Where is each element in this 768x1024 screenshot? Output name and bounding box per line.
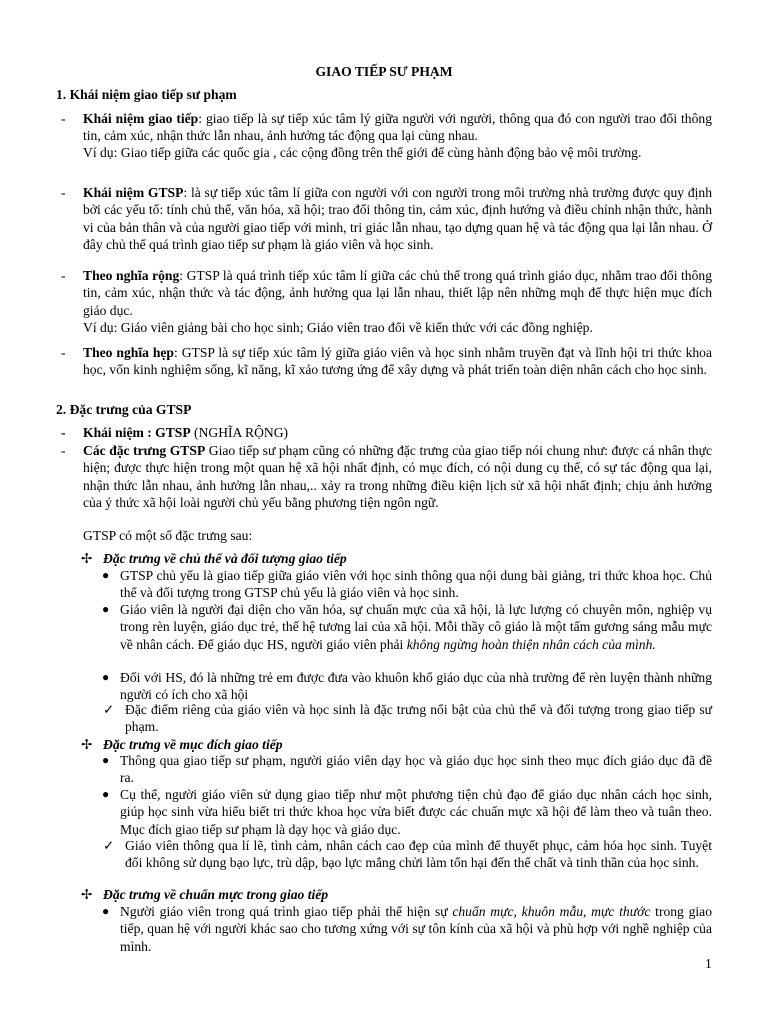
dot-bullet: ● — [102, 568, 110, 582]
dash-bullet: - — [61, 425, 66, 440]
bullet-italic: chuẩn mực, khuôn mẫu, mực thước — [452, 904, 651, 919]
dot-bullet: ● — [102, 904, 110, 918]
dot-bullet: ● — [102, 670, 110, 684]
list-item-cac-dac-trung — [61, 442, 712, 512]
dot-bullet: ● — [102, 753, 110, 767]
dash-bullet: - — [61, 111, 66, 126]
subsection-title: Đặc trưng về chủ thể và đối tượng giao tiếp — [103, 551, 347, 566]
check-text: Giáo viên thông qua lí lẽ, tình cảm, nhân cách cao đẹp của mình để thuyết phục, cảm hóa học sinh. Tuyệt đối không sử dụng bạo lực, trù dập, bạo lực mắng chửi làm tổn hại đến thể chất và tinh thần của học sinh. — [125, 838, 712, 871]
subsection-title: Đặc trưng về chuẩn mực trong giao tiếp — [103, 887, 329, 902]
bullet-item — [102, 903, 712, 955]
bullet-item — [102, 786, 712, 838]
arrow-cross-icon: ✢ — [81, 737, 93, 752]
bullet-item — [102, 567, 712, 602]
subsection-title: Đặc trưng về mục đích giao tiếp — [103, 737, 283, 752]
definition: Giao tiếp sư phạm cũng có những đặc trưng của giao tiếp nói chung như: được cá nhân thực hiện; được thực hiện trong một quan hệ xã hội nhất định, có mục đích, có nội dung cụ thể, có sự tác động qua lại, nhận thức lẫn nhau, ảnh hưởng lẫn nhau,.. xảy ra trong những điều kiện lịch sử xã hội nhất định; chịu ảnh hưởng của ý thức xã hội loài người chủ yếu bằng phương tiện ngôn ngữ. — [83, 443, 712, 511]
document-title: GIAO TIẾP SƯ PHẠM — [315, 64, 453, 79]
bullet-item — [102, 669, 712, 704]
dash-bullet: - — [61, 185, 66, 200]
dash-bullet: - — [61, 345, 66, 360]
list-item-khai-niem-gtsp-2 — [61, 424, 712, 441]
term: Khái niệm : GTSP — [83, 425, 191, 440]
subsection-muc-dich — [81, 736, 283, 753]
bullet-item — [102, 601, 712, 653]
bullet-italic: không ngừng hoàn thiện nhân cách của mình. — [406, 636, 656, 652]
definition: : GTSP là quá trình tiếp xúc tâm lí giữa các chủ thể trong quá trình giáo dục, nhằm trao đổi thông tin, cảm xúc, nhận thức và tác động, ảnh hưởng qua lại lẫn nhau, thiết lập nên những mqh để thực hiện mục đích giáo dục. — [83, 268, 712, 318]
dot-bullet: ● — [102, 787, 110, 801]
term: Các đặc trưng GTSP — [83, 443, 206, 458]
checkmark-icon: ✓ — [103, 702, 115, 717]
dash-bullet: - — [61, 443, 66, 458]
definition: : là sự tiếp xúc tâm lí giữa con người với con người trong môi trường nhà trường được quy định bởi các yếu tố: tính chủ thể, văn hóa, xã hội; trao đổi thông tin, cảm xúc, định hướng và điều chỉnh nhận thức, hành vi của bản thân và của người giao tiếp với mình, tri giác lẫn nhau, tạo dựng quan hệ và tác động qua lại lẫn nhau. Ở đây chủ thể quá trình giao tiếp sư phạm là giáo viên và học sinh. — [83, 185, 712, 253]
term: Khái niệm giao tiếp — [83, 111, 199, 126]
dot-bullet: ● — [102, 602, 110, 616]
check-item — [103, 701, 712, 736]
example-1 — [83, 144, 712, 161]
bullet-text: Giáo viên là người đại diện cho văn hóa, sự chuẩn mực của xã hội, là lực lượng có chuyên môn, nghiệp vụ trong rèn luyện, giáo dục trẻ, thế hệ tương lai của xã hội. Mỗi thầy cô giáo là một tấm gương sáng mẫu mực về nhân cách. Để giáo dục HS, người giáo viên phải — [120, 602, 712, 652]
list-item-nghia-hep — [61, 344, 712, 379]
bullet-text-cont: trong giao tiếp, quan hệ với người khác sao cho tương xứng với sự tôn kính của xã hội và phù hợp với nghề nghiệp của mình. — [120, 904, 712, 954]
check-text: Đặc điểm riêng của giáo viên và học sinh là đặc trưng nổi bật của chủ thể và đối tượng trong giao tiếp sư phạm. — [125, 702, 712, 735]
intro-text: GTSP có một số đặc trưng sau: — [83, 528, 253, 543]
example-2: Ví dụ: Giáo viên giảng bài cho học sinh; Giáo viên trao đổi về kiến thức với các đồng nghiệp. — [83, 320, 593, 335]
definition: (NGHĨA RỘNG) — [190, 425, 289, 440]
definition: : giao tiếp là sự tiếp xúc tâm lý giữa người với người, thông qua đó con người trao đổi thông tin, cảm xúc, nhận thức lẫn nhau, ảnh hưởng tác động qua lại cùng nhau. — [83, 111, 712, 144]
subsection-chu-the — [81, 550, 347, 567]
list-item-khai-niem-giao-tiep — [61, 110, 712, 145]
term: Theo nghĩa rộng — [83, 268, 180, 283]
list-item-khai-niem-gtsp — [61, 184, 712, 254]
term: Theo nghĩa hẹp — [83, 345, 174, 360]
subsection-chuan-muc — [81, 886, 329, 903]
term: Khái niệm GTSP — [83, 185, 184, 200]
bullet-text: Đối với HS, đó là những trẻ em được đưa vào khuôn khổ giáo dục của nhà trường để rèn luyện thành những người có ích cho xã hội — [120, 670, 712, 703]
list-item-nghia-rong — [61, 267, 712, 319]
dash-bullet: - — [61, 268, 66, 283]
definition: : GTSP là sự tiếp xúc tâm lý giữa giáo viên và học sinh nhằm truyền đạt và lĩnh hội tri thức khoa học, vốn kinh nghiệm sống, kĩ năng, kĩ xảo tương ứng để xây dựng và phát triển toàn diện nhân cách cho học sinh. — [83, 345, 712, 378]
arrow-cross-icon: ✢ — [81, 551, 93, 566]
bullet-text: Người giáo viên trong quá trình giao tiếp phải thể hiện sự — [120, 904, 453, 919]
bullet-text: Thông qua giao tiếp sư phạm, người giáo viên dạy học và giáo dục học sinh theo mục đích giáo dục đã đề ra. — [120, 753, 712, 786]
page-number: 1 — [705, 956, 712, 971]
section-1-heading: 1. Khái niệm giao tiếp sư phạm — [56, 87, 237, 102]
example-text: Ví dụ: Giao tiếp giữa các quốc gia , các cộng đồng trên thế giới để cùng hành động bảo vệ môi trường. — [83, 145, 642, 160]
bullet-text: Cụ thể, người giáo viên sử dụng giao tiếp như một phương tiện chủ đạo để giáo dục nhân cách học sinh, giúp học sinh vừa hiểu biết tri thức khoa học vừa biết được các chuẩn mực xã hội để làm theo và tuân theo. Mục đích giao tiếp sư phạm là dạy học và giáo dục. — [120, 787, 712, 837]
bullet-item — [102, 752, 712, 787]
arrow-cross-icon: ✢ — [81, 887, 93, 902]
section-2-heading: 2. Đặc trưng của GTSP — [56, 402, 192, 417]
checkmark-icon: ✓ — [103, 838, 115, 853]
check-item — [103, 837, 712, 872]
bullet-text: GTSP chủ yếu là giao tiếp giữa giáo viên với học sinh thông qua nội dung bài giảng, tri thức khoa học. Chủ thể và đối tượng trong GTSP chủ yếu là giáo viên và học sinh. — [120, 568, 712, 601]
